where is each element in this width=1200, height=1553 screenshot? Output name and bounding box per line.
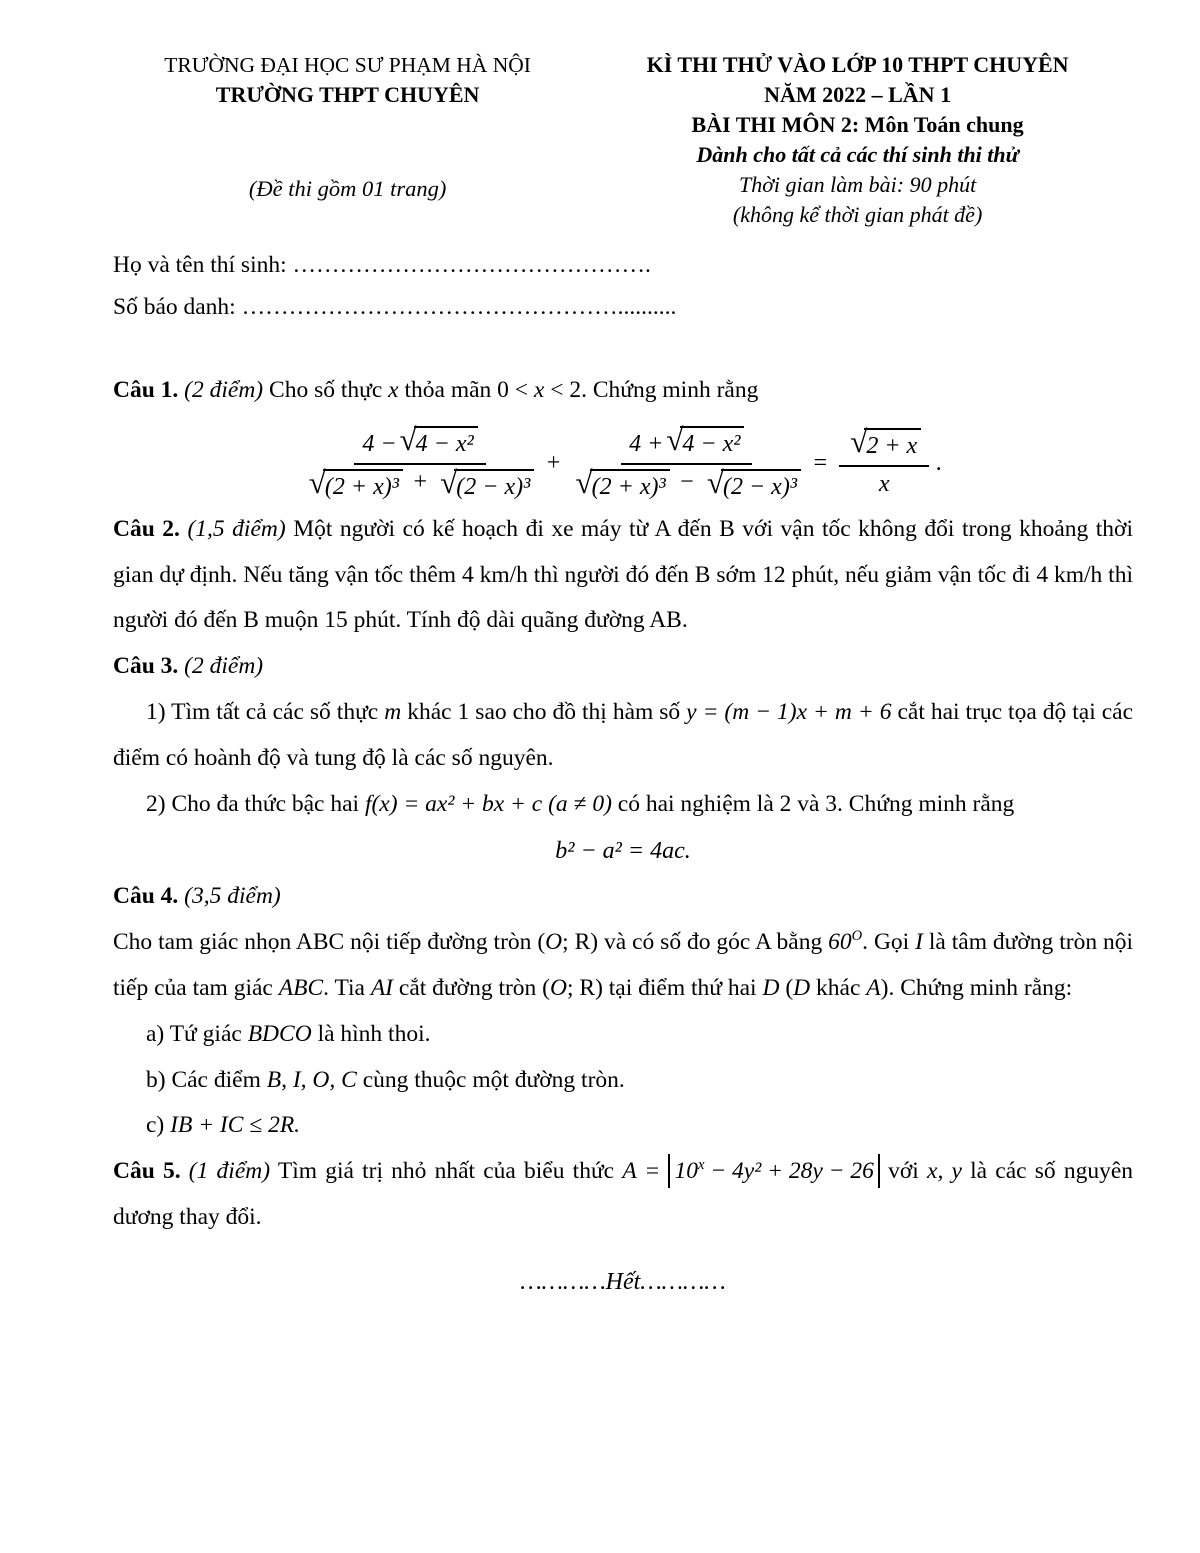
text-run: ; R) và có số đo góc A bằng <box>562 929 829 956</box>
q2-points: (1,5 điểm) <box>187 515 286 542</box>
equals-sign: = <box>812 449 829 476</box>
text-run: là các số nguyên dương thay đổi. <box>113 1158 1134 1230</box>
equation-period: . <box>936 449 943 476</box>
q2-label: Câu 2. <box>113 515 180 542</box>
radical-sign: √ <box>308 464 326 500</box>
text-run: . Tia <box>323 974 371 1001</box>
math-var: m <box>384 699 402 726</box>
radicand: (2 − x)³ <box>721 469 801 501</box>
q3-label: Câu 3. <box>113 653 179 680</box>
text-run: ). Chứng minh rằng: <box>880 974 1073 1001</box>
radical-sign: √ <box>440 464 458 500</box>
fraction-numerator <box>354 421 485 465</box>
math-run: 10 <box>674 1158 698 1185</box>
text-run: 2) Cho đa thức bậc hai <box>146 790 365 817</box>
exam-subject: BÀI THI MÔN 2: Môn Toán chung <box>691 112 1024 137</box>
radicand: (2 + x)³ <box>590 469 670 501</box>
exam-year: NĂM 2022 – LẦN 1 <box>764 82 952 107</box>
exam-audience: Dành cho tất cả các thí sinh thi thử <box>696 142 1019 167</box>
text-run: b) Các điểm <box>146 1066 267 1093</box>
question-4-body <box>113 920 1133 1012</box>
question-4-item-b <box>113 1058 1133 1104</box>
text-run: là tâm đường tròn nội tiếp của tam giác <box>113 929 1134 1001</box>
math-run: 60 <box>828 929 852 956</box>
text-run: Tìm giá trị nhỏ nhất của biểu thức <box>277 1158 623 1185</box>
fraction-numerator <box>839 424 929 467</box>
radical-sign: √ <box>666 421 684 457</box>
text-run: ; R) tại điểm thứ hai <box>566 974 763 1001</box>
fraction-denominator <box>573 465 802 501</box>
square-root <box>850 424 921 460</box>
header <box>113 50 1133 230</box>
page-count-note: (Đề thi gồm 01 trang) <box>248 176 447 201</box>
q5-label: Câu 5. <box>113 1158 181 1185</box>
school-name: TRƯỜNG THPT CHUYÊN <box>215 82 480 107</box>
question-1 <box>113 368 1133 414</box>
math-run: 4 − <box>362 430 397 457</box>
text-run: cắt đường tròn ( <box>393 974 550 1001</box>
question-2 <box>113 507 1133 644</box>
end-marker: …………Hết………… <box>520 1268 726 1295</box>
math-var: D <box>793 974 811 1001</box>
math-var: O <box>550 974 567 1001</box>
radicand: (2 + x)³ <box>323 469 403 501</box>
math-var: D <box>762 974 780 1001</box>
question-4-item-a <box>113 1012 1133 1058</box>
square-root <box>575 464 670 501</box>
math-run: − 4y² + 28y − 26 <box>704 1158 874 1185</box>
text-run: khác 1 sao cho đồ thị hàm số <box>401 699 687 726</box>
radical-sign: √ <box>850 424 868 460</box>
square-root <box>308 464 403 501</box>
q1-label: Câu 1. <box>113 377 179 403</box>
exam-duration-note: (không kể thời gian phát đề) <box>732 202 983 227</box>
math-var: B, I, O, C <box>266 1066 357 1093</box>
question-3-item-1 <box>113 690 1133 782</box>
plus-operator: + <box>545 449 562 476</box>
math-run: A = <box>622 1158 661 1185</box>
math-var: ABC <box>278 974 324 1001</box>
radical-sign: √ <box>399 421 417 457</box>
text-run: thỏa mãn 0 < <box>398 377 534 403</box>
fraction-denominator <box>306 465 535 501</box>
question-4-heading <box>113 874 1133 920</box>
text-run: ( <box>779 974 794 1001</box>
text-run: có hai nghiệm là 2 và 3. Chứng minh rằng <box>611 790 1015 817</box>
math-inline: IB + IC ≤ 2R. <box>170 1112 301 1139</box>
exam-content <box>113 368 1133 1296</box>
math-var: x <box>533 377 545 403</box>
university-name: TRƯỜNG ĐẠI HỌC SƯ PHẠM HÀ NỘI <box>164 53 531 77</box>
superscript: x <box>697 1157 705 1174</box>
square-root <box>440 464 534 501</box>
math-var: BDCO <box>247 1020 312 1047</box>
math-run: 4 + <box>629 430 664 457</box>
square-root <box>706 464 801 501</box>
math-var: x <box>388 377 399 403</box>
text-run: khác <box>810 974 867 1001</box>
question-5 <box>113 1149 1133 1241</box>
q4-label: Câu 4. <box>113 883 179 910</box>
radical-sign: √ <box>575 464 593 500</box>
fraction <box>306 421 535 501</box>
fraction-denominator: x <box>878 471 890 498</box>
candidate-name-line: Họ và tên thí sinh: ………………………………………. <box>113 252 651 278</box>
radical-sign: √ <box>706 464 724 500</box>
operator: − <box>678 468 695 495</box>
operator: + <box>411 468 429 495</box>
text-run: là hình thoi. <box>311 1020 431 1047</box>
math-var: A <box>866 974 881 1001</box>
text-run: Một người có kế hoạch đi xe máy từ A đến B với vận tốc không đổi trong khoảng thời gian dự định. Nếu tăng vận tốc thêm 4 km/h thì người đó đến B sớm 12 phút, nếu giảm vận tốc đi 4 km/h thì người đó đến B muộn 15 phút. Tính độ dài quãng đường AB. <box>113 515 1134 634</box>
math-var: I <box>915 929 923 956</box>
math-var: O <box>545 929 563 956</box>
text-run: 1) Tìm tất cả các số thực <box>146 699 385 726</box>
math-var: AI <box>370 974 394 1001</box>
text-run: < 2. Chứng minh rằng <box>544 377 759 403</box>
square-root <box>399 421 478 458</box>
exam-title: KÌ THI THỬ VÀO LỚP 10 THPT CHUYÊN <box>646 52 1069 77</box>
text-run: Cho số thực <box>269 377 389 403</box>
header-right <box>582 50 1133 230</box>
math-inline: y = (m − 1)x + m + 6 <box>686 699 892 726</box>
header-left <box>113 50 582 230</box>
candidate-block <box>113 244 1133 328</box>
text-run: cắt hai trục tọa độ tại các điểm có hoành độ và tung độ là các số nguyên. <box>113 699 1134 771</box>
q3-points: (2 điểm) <box>184 653 264 680</box>
q4-points: (3,5 điểm) <box>184 883 281 910</box>
text-run: a) Tứ giác <box>146 1020 248 1047</box>
superscript: O <box>851 928 863 945</box>
radicand: 4 − x² <box>680 426 744 458</box>
text-run: c) <box>146 1112 171 1139</box>
text-run: cùng thuộc một đường tròn. <box>356 1066 625 1093</box>
q5-points: (1 điểm) <box>188 1158 271 1185</box>
q3-display-equation: b² − a² = 4ac. <box>555 837 691 864</box>
fraction <box>573 421 802 501</box>
q1-display-equation <box>113 421 1133 501</box>
question-3-heading <box>113 644 1133 690</box>
text-run: Cho tam giác nhọn ABC nội tiếp đường tròn ( <box>113 929 546 956</box>
q1-points: (2 điểm) <box>184 377 264 403</box>
fraction-numerator <box>621 421 752 465</box>
fraction <box>839 424 929 498</box>
text-run: . Gọi <box>862 929 916 956</box>
exam-duration: Thời gian làm bài: 90 phút <box>738 172 977 197</box>
candidate-number-line: Số báo danh: ………………………………………….......... <box>113 294 677 320</box>
question-4-item-c <box>113 1103 1133 1149</box>
radicand: 2 + x <box>864 428 921 460</box>
math-inline: f(x) = ax² + bx + c (a ≠ 0) <box>364 790 612 817</box>
radicand: (2 − x)³ <box>454 469 534 501</box>
radicand: 4 − x² <box>414 426 478 458</box>
text-run: với <box>879 1158 928 1185</box>
math-var: x, y <box>927 1158 962 1185</box>
square-root <box>666 421 744 458</box>
absolute-value-expression <box>668 1154 879 1188</box>
question-3-item-2 <box>113 782 1133 828</box>
